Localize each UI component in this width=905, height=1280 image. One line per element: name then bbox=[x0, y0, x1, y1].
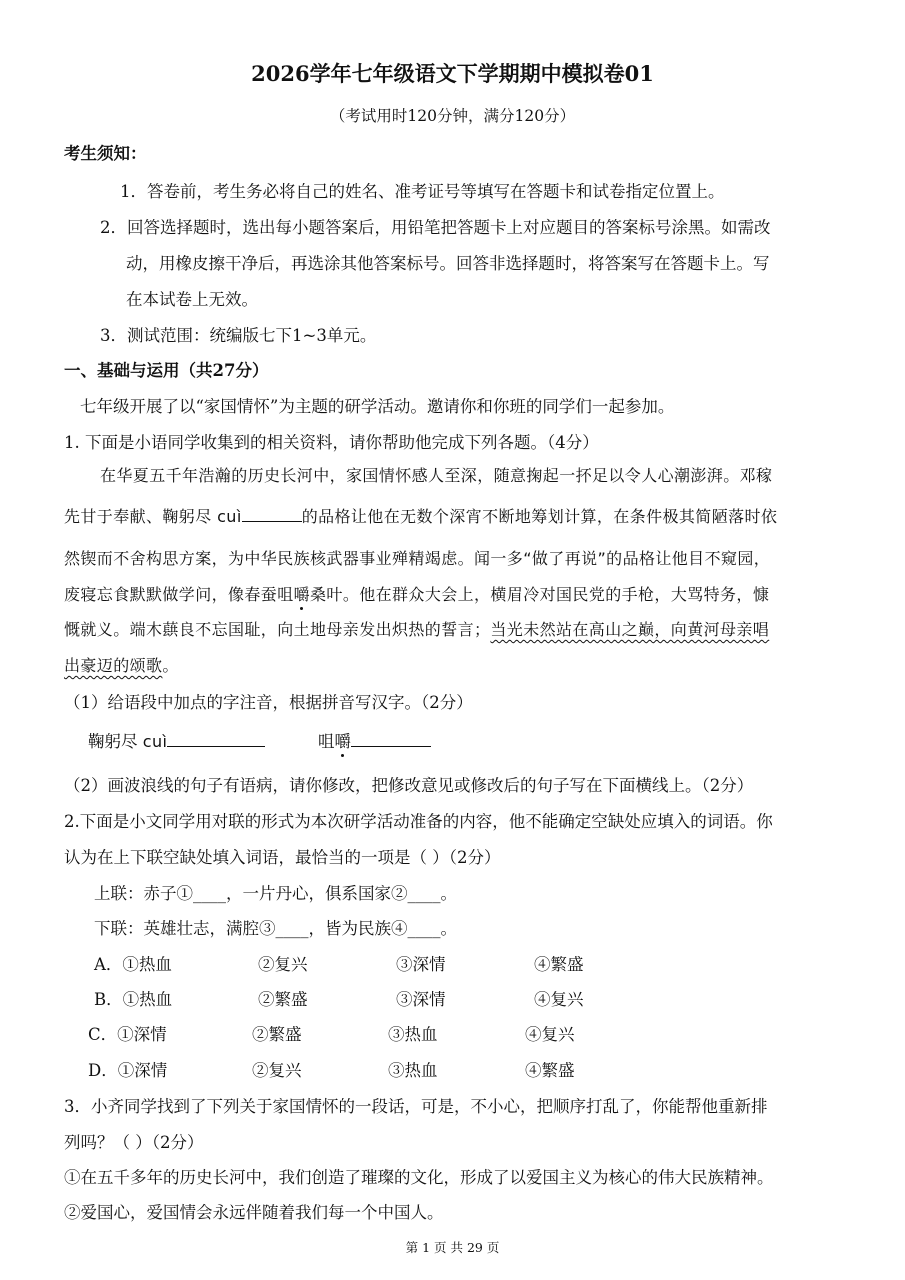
q1-passage-line-1: 在华夏五千年浩瀚的历史长河中，家国情怀感人至深，随意掬起一抔足以令人心潮澎湃。邓稼 bbox=[100, 466, 773, 485]
q1-passage-line-2-end: 的品格让他在无数个深宵不断地筹划计算，在条件极其简陋落时依 bbox=[301, 507, 778, 526]
q1-fill-a-pinyin: cuì bbox=[142, 732, 168, 751]
q2-option-c-2: ②繁盛 bbox=[252, 1025, 302, 1044]
q2-upper-couplet: 上联：赤子①____，一片丹心，俱系国家②____。 bbox=[94, 884, 457, 903]
dotted-char: 嚼 bbox=[293, 585, 311, 604]
q2-option-a-label: A．①热血 bbox=[94, 955, 172, 974]
q1-fill-b bbox=[318, 728, 431, 752]
notice-item-2-line-3: 在本试卷上无效。 bbox=[126, 290, 258, 309]
section-1-heading: 一、基础与运用（共27分） bbox=[64, 361, 269, 380]
q2-option-b[interactable] bbox=[94, 986, 584, 1010]
q3-stem-line-1: 3．小齐同学找到了下列关于家国情怀的一段话，可是，不小心，把顺序打乱了，你能帮他重新排 bbox=[64, 1097, 768, 1116]
q2-option-d-4: ④繁盛 bbox=[525, 1061, 575, 1080]
q2-option-d-2: ②复兴 bbox=[252, 1061, 302, 1080]
q2-option-d[interactable] bbox=[88, 1057, 575, 1081]
page-title: 2026学年七年级语文下学期期中模拟卷01 bbox=[251, 61, 654, 86]
q2-option-c[interactable] bbox=[88, 1021, 575, 1045]
q1-passage-line-4-end: 桑叶。他在群众大会上，横眉冷对国民党的手枪，大骂特务，慷 bbox=[310, 585, 770, 604]
q2-option-a-2: ②复兴 bbox=[258, 955, 308, 974]
q2-option-c-label: C．①深情 bbox=[88, 1025, 167, 1044]
q2-option-c-3: ③热血 bbox=[388, 1025, 438, 1044]
q1-passage-pinyin: cuì bbox=[217, 507, 242, 526]
q1-fill-a-blank[interactable] bbox=[167, 728, 265, 747]
q1-passage-line-4-start: 废寝忘食默默做学问，像春蚕咀 bbox=[64, 585, 294, 604]
q3-stem-line-2: 列吗？（ ）（2分） bbox=[64, 1133, 204, 1152]
q1-passage-line-5 bbox=[64, 617, 769, 640]
q3-sentence-1: ①在五千多年的历史长河中，我们创造了璀璨的文化，形成了以爱国主义为核心的伟大民族精神。 bbox=[64, 1168, 774, 1187]
notice-item-1: 1．答卷前，考生务必将自己的姓名、准考证号等填写在答题卡和试卷指定位置上。 bbox=[120, 182, 725, 201]
notice-heading: 考生须知： bbox=[64, 144, 147, 163]
q2-stem-line-2: 认为在上下联空缺处填入词语，最恰当的一项是（ ）（2分） bbox=[64, 848, 501, 867]
exam-subtitle: （考试用时120分钟，满分120分） bbox=[329, 107, 576, 125]
q2-option-c-4: ④复兴 bbox=[525, 1025, 575, 1044]
q1-passage-line-6-end: 。 bbox=[162, 656, 179, 675]
q1-fill-b-label: 咀 bbox=[318, 732, 335, 751]
q1-stem: 1. 下面是小语同学收集到的相关资料，请你帮助他完成下列各题。（4分） bbox=[64, 433, 599, 452]
q1-fill-a bbox=[88, 728, 265, 752]
q2-option-a-3: ③深情 bbox=[396, 955, 446, 974]
section-1-intro: 七年级开展了以“家国情怀”为主题的研学活动。邀请你和你班的同学们一起参加。 bbox=[80, 397, 675, 416]
q1-passage-line-5-start: 慨就义。端木蕻良不忘国耻，向土地母亲发出炽热的誓言； bbox=[64, 620, 491, 639]
q1-fill-b-dotted-char: 嚼 bbox=[334, 732, 351, 751]
q2-option-b-2: ②繁盛 bbox=[258, 990, 308, 1009]
q1-passage-line-6 bbox=[64, 653, 179, 676]
q2-option-a-4: ④繁盛 bbox=[534, 955, 584, 974]
notice-item-3: 3．测试范围：统编版七下1~3单元。 bbox=[100, 326, 377, 345]
wavy-sentence-part-1: 当光未然站在高山之巅，向黄河母亲唱 bbox=[490, 620, 770, 639]
q2-option-b-label: B．①热血 bbox=[94, 990, 173, 1009]
page-number: 第 1 页 共 29 页 bbox=[405, 1240, 500, 1255]
q1-passage-line-2 bbox=[64, 503, 777, 527]
q2-option-d-3: ③热血 bbox=[388, 1061, 438, 1080]
q1-passage-line-4 bbox=[64, 582, 769, 605]
q2-stem-line-1: 2.下面是小文同学用对联的形式为本次研学活动准备的内容，他不能确定空缺处应填入的词语。你 bbox=[64, 812, 773, 831]
notice-item-2-line-1: 2．回答选择题时，选出每小题答案后，用铅笔把答题卡上对应题目的答案标号涂黑。如需改 bbox=[100, 218, 771, 237]
q1-fill-a-label: 鞠躬尽 bbox=[88, 732, 143, 751]
q2-option-a[interactable] bbox=[94, 951, 584, 975]
q1-passage-blank bbox=[242, 503, 302, 522]
q1-fill-b-blank[interactable] bbox=[351, 728, 431, 747]
q2-option-b-4: ④复兴 bbox=[534, 990, 584, 1009]
q1-passage-line-3: 然锲而不舍构思方案，为中华民族核武器事业殚精竭虑。闻一多“做了再说”的品格让他目不窥园， bbox=[64, 549, 771, 568]
notice-item-2-line-2: 动，用橡皮擦干净后，再选涂其他答案标号。回答非选择题时，将答案写在答题卡上。写 bbox=[126, 254, 770, 273]
q2-option-d-label: D．①深情 bbox=[88, 1061, 168, 1080]
wavy-sentence-part-2: 出豪迈的颂歌 bbox=[64, 656, 163, 675]
q1-sub-1: （1）给语段中加点的字注音，根据拼音写汉字。（2分） bbox=[64, 693, 473, 712]
q2-lower-couplet: 下联：英雄壮志，满腔③____，皆为民族④____。 bbox=[94, 919, 457, 938]
q1-sub-2: （2）画波浪线的句子有语病，请你修改，把修改意见或修改后的句子写在下面横线上。（2分） bbox=[64, 776, 754, 795]
q2-option-b-3: ③深情 bbox=[396, 990, 446, 1009]
q3-sentence-2: ②爱国心，爱国情会永远伴随着我们每一个中国人。 bbox=[64, 1203, 444, 1222]
q1-passage-line-2-start: 先甘于奉献、鞠躬尽 bbox=[64, 507, 218, 526]
